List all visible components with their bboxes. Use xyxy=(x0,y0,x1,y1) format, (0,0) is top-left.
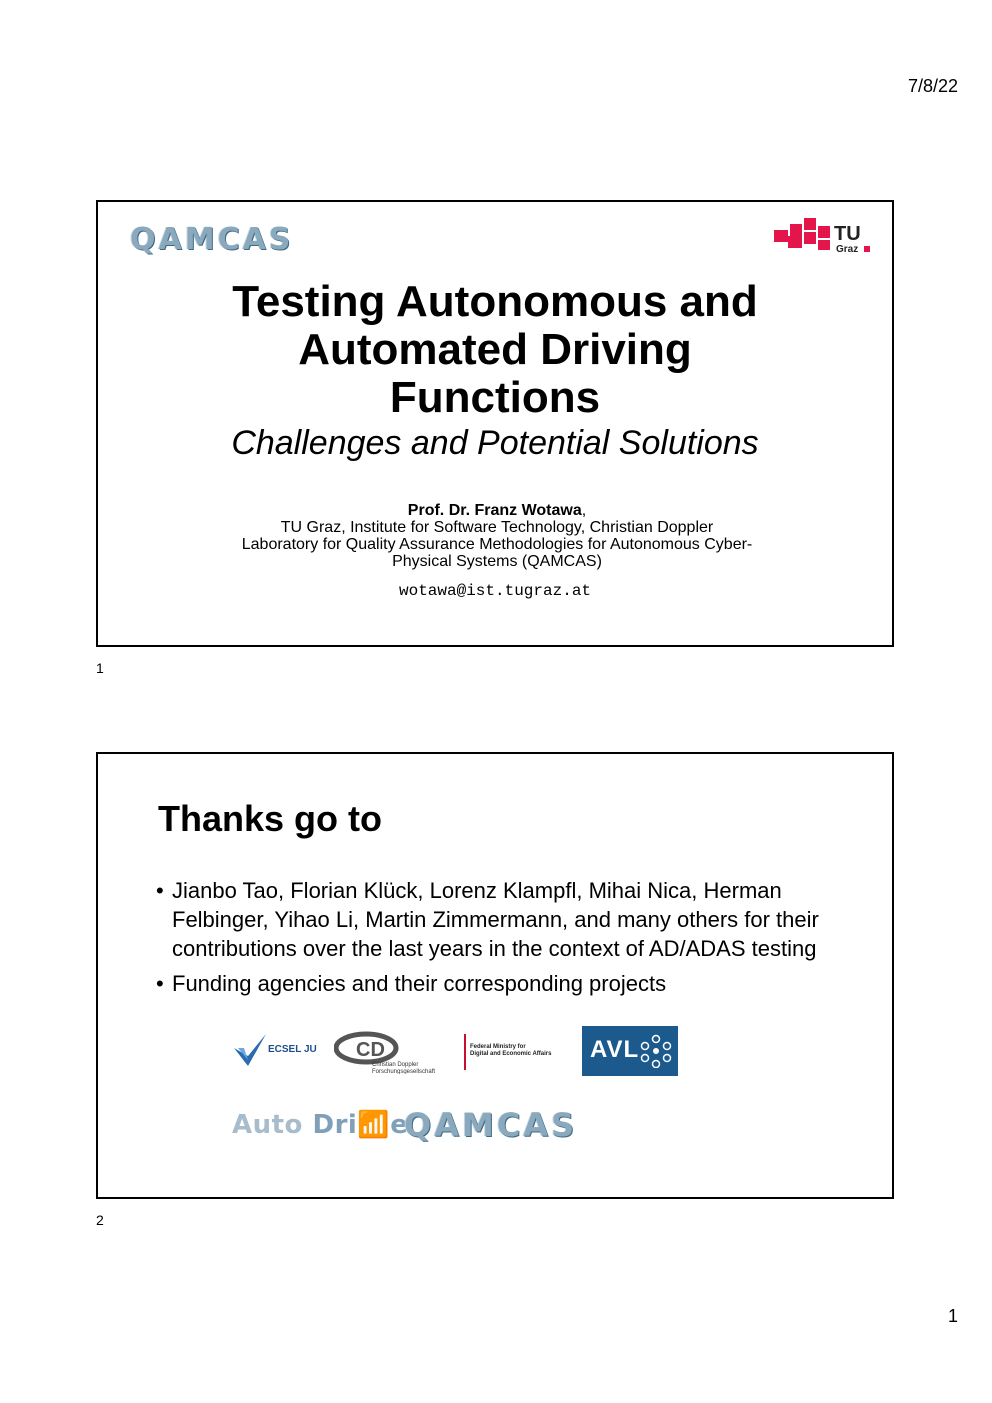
graz-text: Graz xyxy=(836,244,859,255)
autodrive-logo xyxy=(232,1110,408,1140)
slide-2 xyxy=(96,752,894,1199)
document-date: 7/8/22 xyxy=(907,76,958,96)
bullet-item: • Jianbo Tao, Florian Klück, Lorenz Klampfl, Mihai Nica, Herman Felbinger, Yihao Li, Martin Zimmermann, and many others for their contributions over the last years in the context of AD/ADAS testing xyxy=(156,876,856,963)
slide-number: 1 xyxy=(96,660,104,676)
ecsel-text: ECSEL JU xyxy=(268,1044,317,1055)
bullet-list xyxy=(156,876,856,1004)
bmdw-line2: Digital and Economic Affairs xyxy=(470,1051,552,1057)
avl-logo xyxy=(582,1026,678,1076)
qamcas-logo: QAMCAS xyxy=(404,1106,578,1144)
affiliation-line: Laboratory for Quality Assurance Methodologies for Autonomous Cyber- xyxy=(241,536,753,553)
qamcas-logo: QAMCAS xyxy=(130,222,294,257)
slide-subtitle: Challenges and Potential Solutions xyxy=(231,424,759,462)
title-line: Automated Driving xyxy=(298,325,692,374)
affiliation-line: TU Graz, Institute for Software Technology, Christian Doppler xyxy=(280,519,714,536)
tu-graz-logo xyxy=(774,218,878,258)
svg-text:CD: CD xyxy=(356,1039,385,1061)
bmdw-line1: Federal Ministry for xyxy=(470,1044,526,1050)
slide-1 xyxy=(96,200,894,647)
avl-text: AVL xyxy=(590,1036,640,1063)
christian-doppler-logo xyxy=(334,1030,444,1074)
author-name: Prof. Dr. Franz Wotawa xyxy=(407,502,582,519)
author-comma: , xyxy=(581,502,587,519)
slide-title: Thanks go to xyxy=(158,798,382,839)
title-line: Testing Autonomous and xyxy=(232,277,758,326)
autodrive-text-b: Dri xyxy=(312,1110,358,1140)
author-email[interactable]: wotawa@ist.tugraz.at xyxy=(398,582,592,600)
avl-symbol-icon xyxy=(640,1034,672,1068)
slide-number: 2 xyxy=(96,1212,104,1228)
autodrive-text-c: e xyxy=(390,1110,409,1140)
affiliation-line: Physical Systems (QAMCAS) xyxy=(392,553,602,570)
page-number: 1 xyxy=(947,1306,958,1326)
ecsel-ju-logo xyxy=(232,1030,322,1070)
wifi-icon: 📶 xyxy=(357,1110,391,1140)
slide-title xyxy=(98,278,892,422)
bullet-item: • Funding agencies and their corresponding projects xyxy=(156,969,856,998)
cdg-line1: Christian Doppler xyxy=(372,1062,419,1068)
autodrive-text-a: Auto xyxy=(232,1110,303,1140)
cdg-line2: Forschungsgesellschaft xyxy=(372,1069,436,1074)
tu-text: TU xyxy=(834,223,861,245)
title-line: Functions xyxy=(389,373,601,422)
federal-ministry-logo xyxy=(464,1030,568,1074)
author-block xyxy=(198,502,796,570)
